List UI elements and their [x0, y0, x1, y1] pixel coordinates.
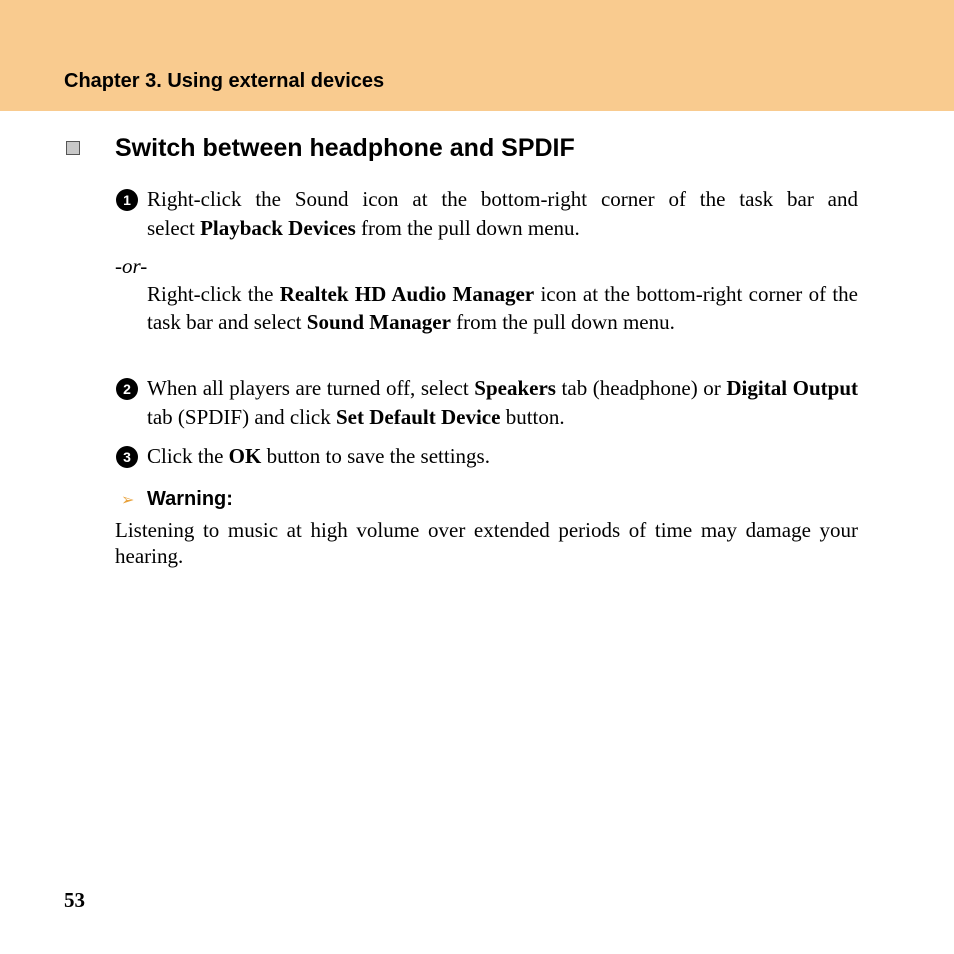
step-2-text-mid-1: tab (headphone) or: [555, 376, 727, 400]
step-3-text-post: button to save the settings.: [261, 444, 490, 468]
step-2-text-post: button.: [500, 405, 565, 429]
square-bullet-icon: [66, 141, 80, 155]
step-1-text-post: from the pull down menu.: [355, 216, 580, 240]
page-number: 53: [64, 888, 85, 912]
arrow-bullet-icon: ➢: [121, 490, 135, 509]
ok-term: OK: [228, 444, 262, 468]
step-3-text: [147, 442, 858, 471]
alt-text-mid: icon at the bottom-right corner of the task bar and select: [147, 282, 858, 334]
set-default-device-term: Set Default Device: [335, 405, 501, 429]
digital-output-term: Digital Output: [726, 376, 858, 400]
section-title: Switch between headphone and SPDIF: [115, 134, 575, 162]
alt-text-pre: Right-click the: [147, 282, 280, 306]
step-2-number-icon: 2: [116, 378, 138, 400]
warning-text: Listening to music at high volume over extended periods of time may damage your hearing.: [115, 518, 858, 568]
speakers-term: Speakers: [474, 376, 556, 400]
realtek-manager-term: Realtek HD Audio Manager: [279, 282, 535, 306]
step-1-text: [147, 185, 858, 243]
step-1-line-1: Right-click the Sound icon at the bottom-right corner of the task bar and: [147, 187, 858, 211]
step-1-line-2: [147, 214, 858, 243]
sound-manager-term: Sound Manager: [306, 310, 451, 334]
step-2-text-pre: When all players are turned off, select: [147, 376, 475, 400]
step-1-number-icon: 1: [116, 189, 138, 211]
alternative-step-text: [147, 280, 858, 336]
step-3-number-icon: 3: [116, 446, 138, 468]
step-2-text-mid-2: tab (SPDIF) and click: [147, 405, 336, 429]
playback-devices-term: Playback Devices: [200, 216, 356, 240]
chapter-title: Chapter 3. Using external devices: [64, 70, 385, 92]
chapter-header-band: [0, 0, 954, 111]
step-1-text-pre: select: [147, 216, 201, 240]
warning-label: Warning:: [147, 488, 233, 510]
alt-text-post: from the pull down menu.: [450, 310, 675, 334]
step-2-text: [147, 374, 858, 432]
or-separator: -or-: [115, 254, 148, 278]
step-3-text-pre: Click the: [147, 444, 229, 468]
